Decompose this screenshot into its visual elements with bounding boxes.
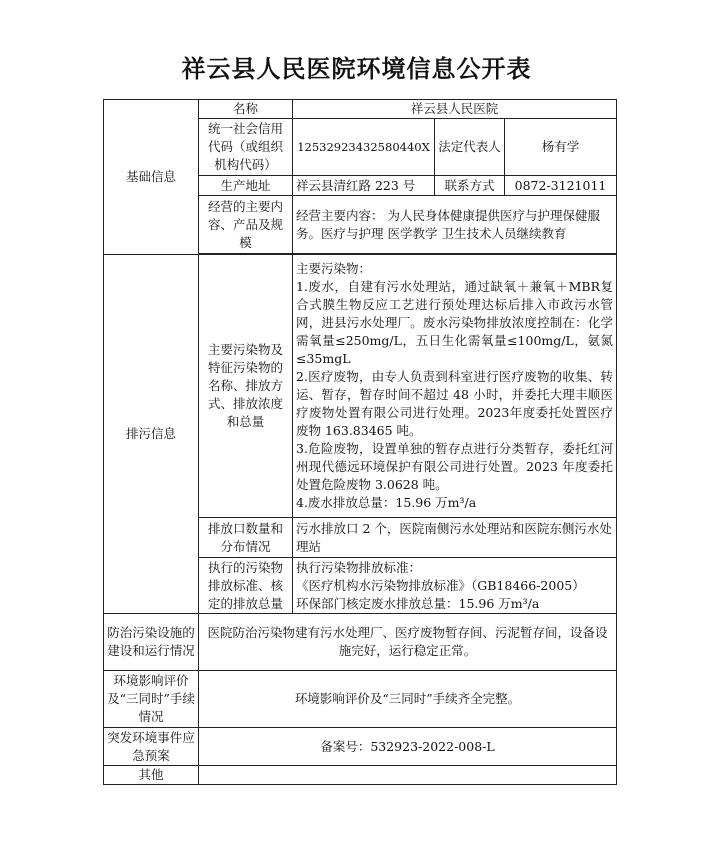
legal-rep-label: 法定代表人: [435, 119, 505, 176]
standards-gb: 《医疗机构水污染物排放标准》（GB18466-2005）: [296, 577, 585, 593]
facilities-value: 医院防治污染物建有污水处理厂、医疗废物暂存间、污泥暂存间，设备设施完好，运行稳定正常。: [199, 614, 617, 671]
other-label: 其他: [104, 766, 199, 785]
address-label: 生产地址: [199, 176, 293, 196]
pollutants-label: 主要污染物及特征污染物的名称、排放方式、排放浓度和总量: [199, 255, 293, 518]
business-value: 经营主要内容： 为人民身体健康提供医疗与护理保健服务。医疗与护理 医学教学 卫生技术人员继续教育: [293, 196, 617, 254]
standards-value: [293, 558, 617, 614]
other-value: [199, 766, 617, 785]
emergency-value: 备案号：532923-2022-008-L: [199, 728, 617, 766]
pollutant-wastewater: 1.废水，自建有污水处理站，通过缺氧＋兼氧＋MBR复合式膜生物反应工艺进行预处理达标后排入市政污水管网，进县污水处理厂。废水污染物排放浓度控制在：化学需氧量≤250mg/L，五日生化需氧量≤100mg/L，氨氮≤35mgL: [296, 279, 614, 366]
pollutant-medical-waste: 2.医疗废物，由专人负责到科室进行医疗废物的收集、转运、暂存，暂存时间不超过 48 小时，并委托大理丰顺医疗废物处置有限公司进行处理。2023年度委托处置医疗废物 163.83465 吨。: [296, 369, 614, 438]
eia-label: 环境影响评价及“三同时”手续情况: [104, 671, 199, 728]
standards-label: 执行的污染物排放标准、核定的排放总量: [199, 558, 293, 614]
row-facilities: [104, 614, 617, 671]
row-name: [104, 100, 617, 119]
address-value: 祥云县清红路 223 号: [293, 176, 435, 196]
credit-code-label: 统一社会信用代码（或组织机构代码）: [199, 119, 293, 176]
pollutant-hazardous-waste: 3.危险废物，设置单独的暂存点进行分类暂存，委托红河州现代德远环境保护有限公司进行处置。2023 年度委托处置危险废物 3.0628 吨。: [296, 441, 614, 492]
row-other: [104, 766, 617, 785]
section-basic-info: 基础信息: [104, 100, 199, 255]
eia-value: 环境影响评价及“三同时”手续齐全完整。: [199, 671, 617, 728]
name-value: 祥云县人民医院: [293, 100, 617, 119]
pollutants-value: [293, 255, 617, 518]
facilities-label: 防治污染设施的建设和运行情况: [104, 614, 199, 671]
outlets-label: 排放口数量和分布情况: [199, 518, 293, 558]
business-label: 经营的主要内容、产品及规模: [199, 196, 293, 254]
standards-heading: 执行污染物排放标准：: [296, 559, 422, 575]
standards-total: 环保部门核定废水排放总量：15.96 万m³/a: [296, 595, 540, 611]
row-pollutants: [104, 255, 617, 518]
contact-value: 0872-3121011: [505, 176, 617, 196]
credit-code-value: 12532923432580440X: [293, 119, 435, 176]
pollutant-wastewater-total: 4.废水排放总量：15.96 万m³/a: [296, 495, 477, 510]
row-emergency: [104, 728, 617, 766]
outlets-value: 污水排放口 2 个，医院南侧污水处理站和医院东侧污水处理站: [293, 518, 617, 558]
page-title: 祥云县人民医院环境信息公开表: [181, 55, 532, 83]
name-label: 名称: [199, 100, 293, 119]
emergency-label: 突发环境事件应急预案: [104, 728, 199, 766]
environment-info-table: [103, 99, 617, 785]
row-eia: [104, 671, 617, 728]
pollutants-heading: 主要污染物：: [296, 261, 372, 276]
section-discharge-info: 排污信息: [104, 255, 199, 614]
contact-label: 联系方式: [435, 176, 505, 196]
legal-rep-value: 杨有学: [505, 119, 617, 176]
